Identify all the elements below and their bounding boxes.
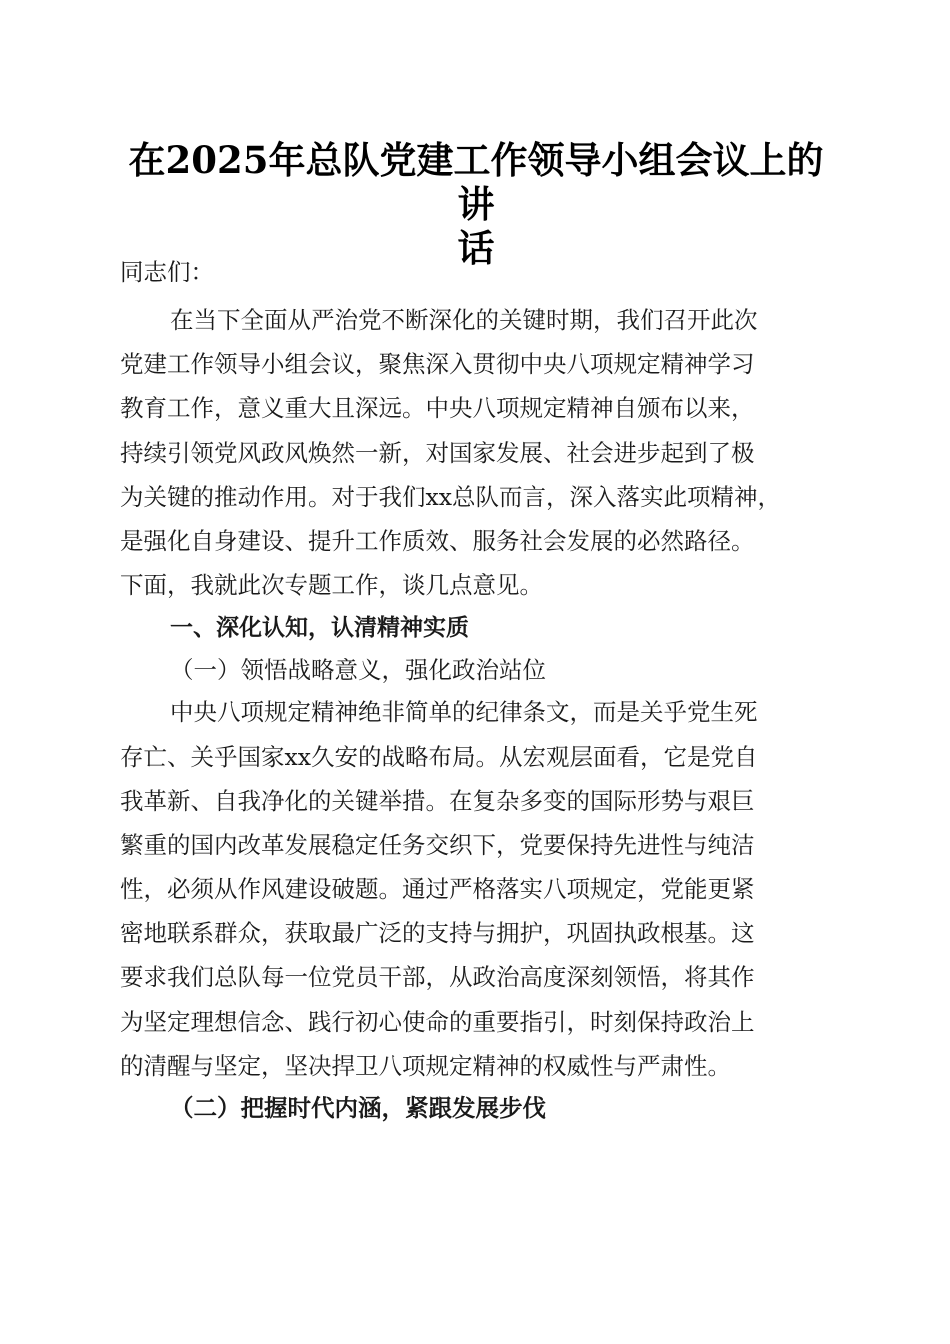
paragraph-line: 密地联系群众，获取最广泛的支持与拥护，巩固执政根基。这	[120, 919, 755, 948]
document-body	[120, 252, 836, 1128]
title-line-2: 话	[457, 226, 495, 270]
paragraph-line: 的清醒与坚定，坚决捍卫八项规定精神的权威性与严肃性。	[120, 1051, 731, 1080]
paragraph-line: 中央八项规定精神绝非简单的纪律条文，而是关乎党生死	[170, 698, 758, 727]
paragraph-line: 为关键的推动作用。对于我们xx总队而言，深入落实此项精神，	[120, 482, 782, 511]
paragraph-line: 在当下全面从严治党不断深化的关键时期，我们召开此次	[170, 306, 758, 334]
subsection-1-paragraph	[120, 690, 836, 1088]
paragraph-line: 党建工作领导小组会议，聚焦深入贯彻中央八项规定精神学习	[120, 350, 755, 379]
paragraph-line: 下面，我就此次专题工作，谈几点意见。	[120, 571, 543, 600]
paragraph-line: 存亡、关乎国家xx久安的战略布局。从宏观层面看，它是党自	[120, 742, 758, 771]
paragraph-line: 持续引领党风政风焕然一新，对国家发展、社会进步起到了极	[120, 438, 755, 467]
paragraph-line: 教育工作，意义重大且深远。中央八项规定精神自颁布以来，	[120, 394, 755, 423]
paragraph-line: 是强化自身建设、提升工作质效、服务社会发展的必然路径。	[120, 526, 755, 555]
paragraph-line: 为坚定理想信念、践行初心使命的重要指引，时刻保持政治上	[120, 1007, 755, 1036]
greeting: 同志们：	[120, 258, 214, 286]
section-1-heading: 一、深化认知，认清精神实质	[170, 615, 469, 642]
paragraph-line: 我革新、自我净化的关键举措。在复杂多变的国际形势与艰巨	[120, 786, 755, 815]
subsection-1-heading: （一）领悟战略意义，强化政治站位	[170, 656, 546, 685]
document-title	[120, 138, 832, 270]
paragraph-line: 要求我们总队每一位党员干部，从政治高度深刻领悟，将其作	[120, 963, 755, 992]
subsection-2-heading: （二）把握时代内涵，紧跟发展步伐	[170, 1094, 546, 1122]
intro-paragraph	[120, 298, 836, 607]
title-line-1: 在2025年总队党建工作领导小组会议上的讲	[128, 138, 824, 226]
paragraph-line: 性，必须从作风建设破题。通过严格落实八项规定，党能更紧	[120, 875, 755, 904]
paragraph-line: 繁重的国内改革发展稳定任务交织下，党要保持先进性与纯洁	[120, 830, 755, 859]
